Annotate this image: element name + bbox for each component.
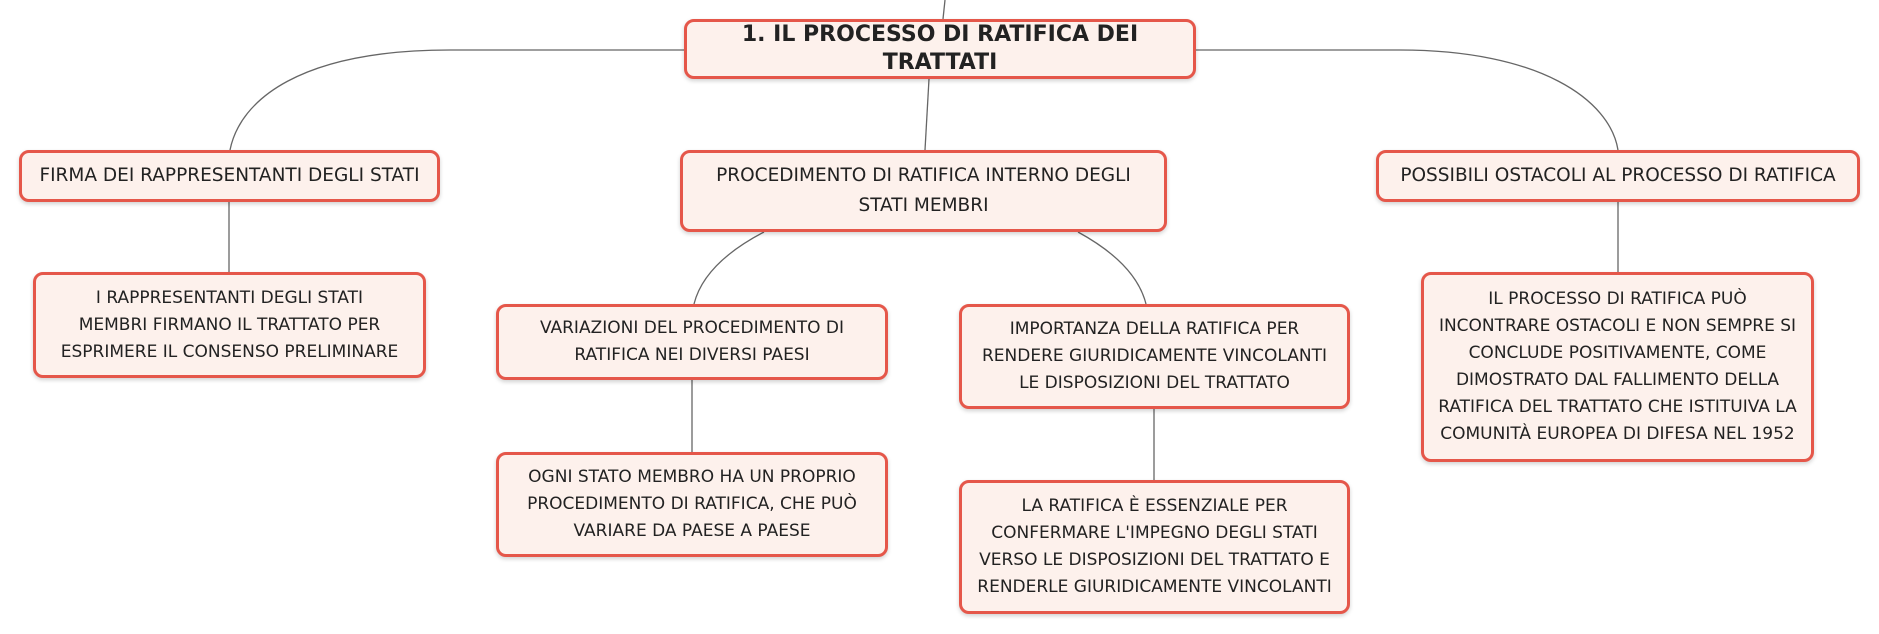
connector-root-to-ostacoli bbox=[1196, 50, 1618, 150]
detail-firma-rappresentanti-text: I RAPPRESENTANTI DEGLI STATI MEMBRI FIRMANO IL TRATTATO PER ESPRIMERE IL CONSENSO PRELIMINARE bbox=[60, 287, 399, 362]
topic-possibili-ostacoli[interactable] bbox=[1376, 150, 1860, 202]
detail-variazioni-procedimento[interactable] bbox=[496, 452, 888, 557]
topic-firma-rappresentanti-label: FIRMA DEI RAPPRESENTANTI DEGLI STATI bbox=[39, 165, 420, 186]
connector-root-to-procedimento bbox=[925, 79, 929, 150]
topic-importanza-ratifica[interactable] bbox=[959, 304, 1350, 409]
detail-importanza-ratifica[interactable] bbox=[959, 480, 1350, 614]
topic-variazioni-procedimento-label: VARIAZIONI DEL PROCEDIMENTO DI RATIFICA NEI DIVERSI PAESI bbox=[539, 318, 845, 365]
topic-variazioni-procedimento[interactable] bbox=[496, 304, 888, 380]
detail-variazioni-procedimento-text: OGNI STATO MEMBRO HA UN PROPRIO PROCEDIMENTO DI RATIFICA, CHE PUÒ VARIARE DA PAESE A PAESE bbox=[527, 467, 857, 541]
detail-importanza-ratifica-text: LA RATIFICA È ESSENZIALE PER CONFERMARE L'IMPEGNO DEGLI STATI VERSO LE DISPOSIZIONI DEL TRATTATO E RENDERLE GIURIDICAMENTE VINCOLANTI bbox=[977, 496, 1332, 597]
detail-possibili-ostacoli-text: IL PROCESSO DI RATIFICA PUÒ INCONTRARE OSTACOLI E NON SEMPRE SI CONCLUDE POSITIVAMENTE, COME DIMOSTRATO DAL FALLIMENTO DELLA RATIFICA DEL TRATTATO CHE ISTITUIVA LA COMUNITÀ EUROPEA DI DIFESA NEL 1952 bbox=[1438, 289, 1797, 444]
topic-firma-rappresentanti[interactable] bbox=[19, 150, 440, 202]
connector-parent-to-root bbox=[943, 0, 945, 19]
topic-possibili-ostacoli-label: POSSIBILI OSTACOLI AL PROCESSO DI RATIFICA bbox=[1400, 165, 1836, 186]
detail-possibili-ostacoli[interactable] bbox=[1421, 272, 1814, 462]
connector-procedimento-to-variazioni bbox=[694, 232, 764, 304]
topic-procedimento-ratifica-interno-label: PROCEDIMENTO DI RATIFICA INTERNO DEGLI STATI MEMBRI bbox=[716, 165, 1131, 216]
root-topic[interactable] bbox=[684, 19, 1196, 79]
root-topic-label: 1. IL PROCESSO DI RATIFICA DEI TRATTATI bbox=[741, 22, 1139, 75]
connector-root-to-firma bbox=[230, 50, 684, 150]
topic-procedimento-ratifica-interno[interactable] bbox=[680, 150, 1167, 232]
topic-importanza-ratifica-label: IMPORTANZA DELLA RATIFICA PER RENDERE GIURIDICAMENTE VINCOLANTI LE DISPOSIZIONI DEL TRATTATO bbox=[982, 319, 1327, 393]
connector-procedimento-to-importanza bbox=[1078, 232, 1146, 304]
detail-firma-rappresentanti[interactable] bbox=[33, 272, 426, 378]
